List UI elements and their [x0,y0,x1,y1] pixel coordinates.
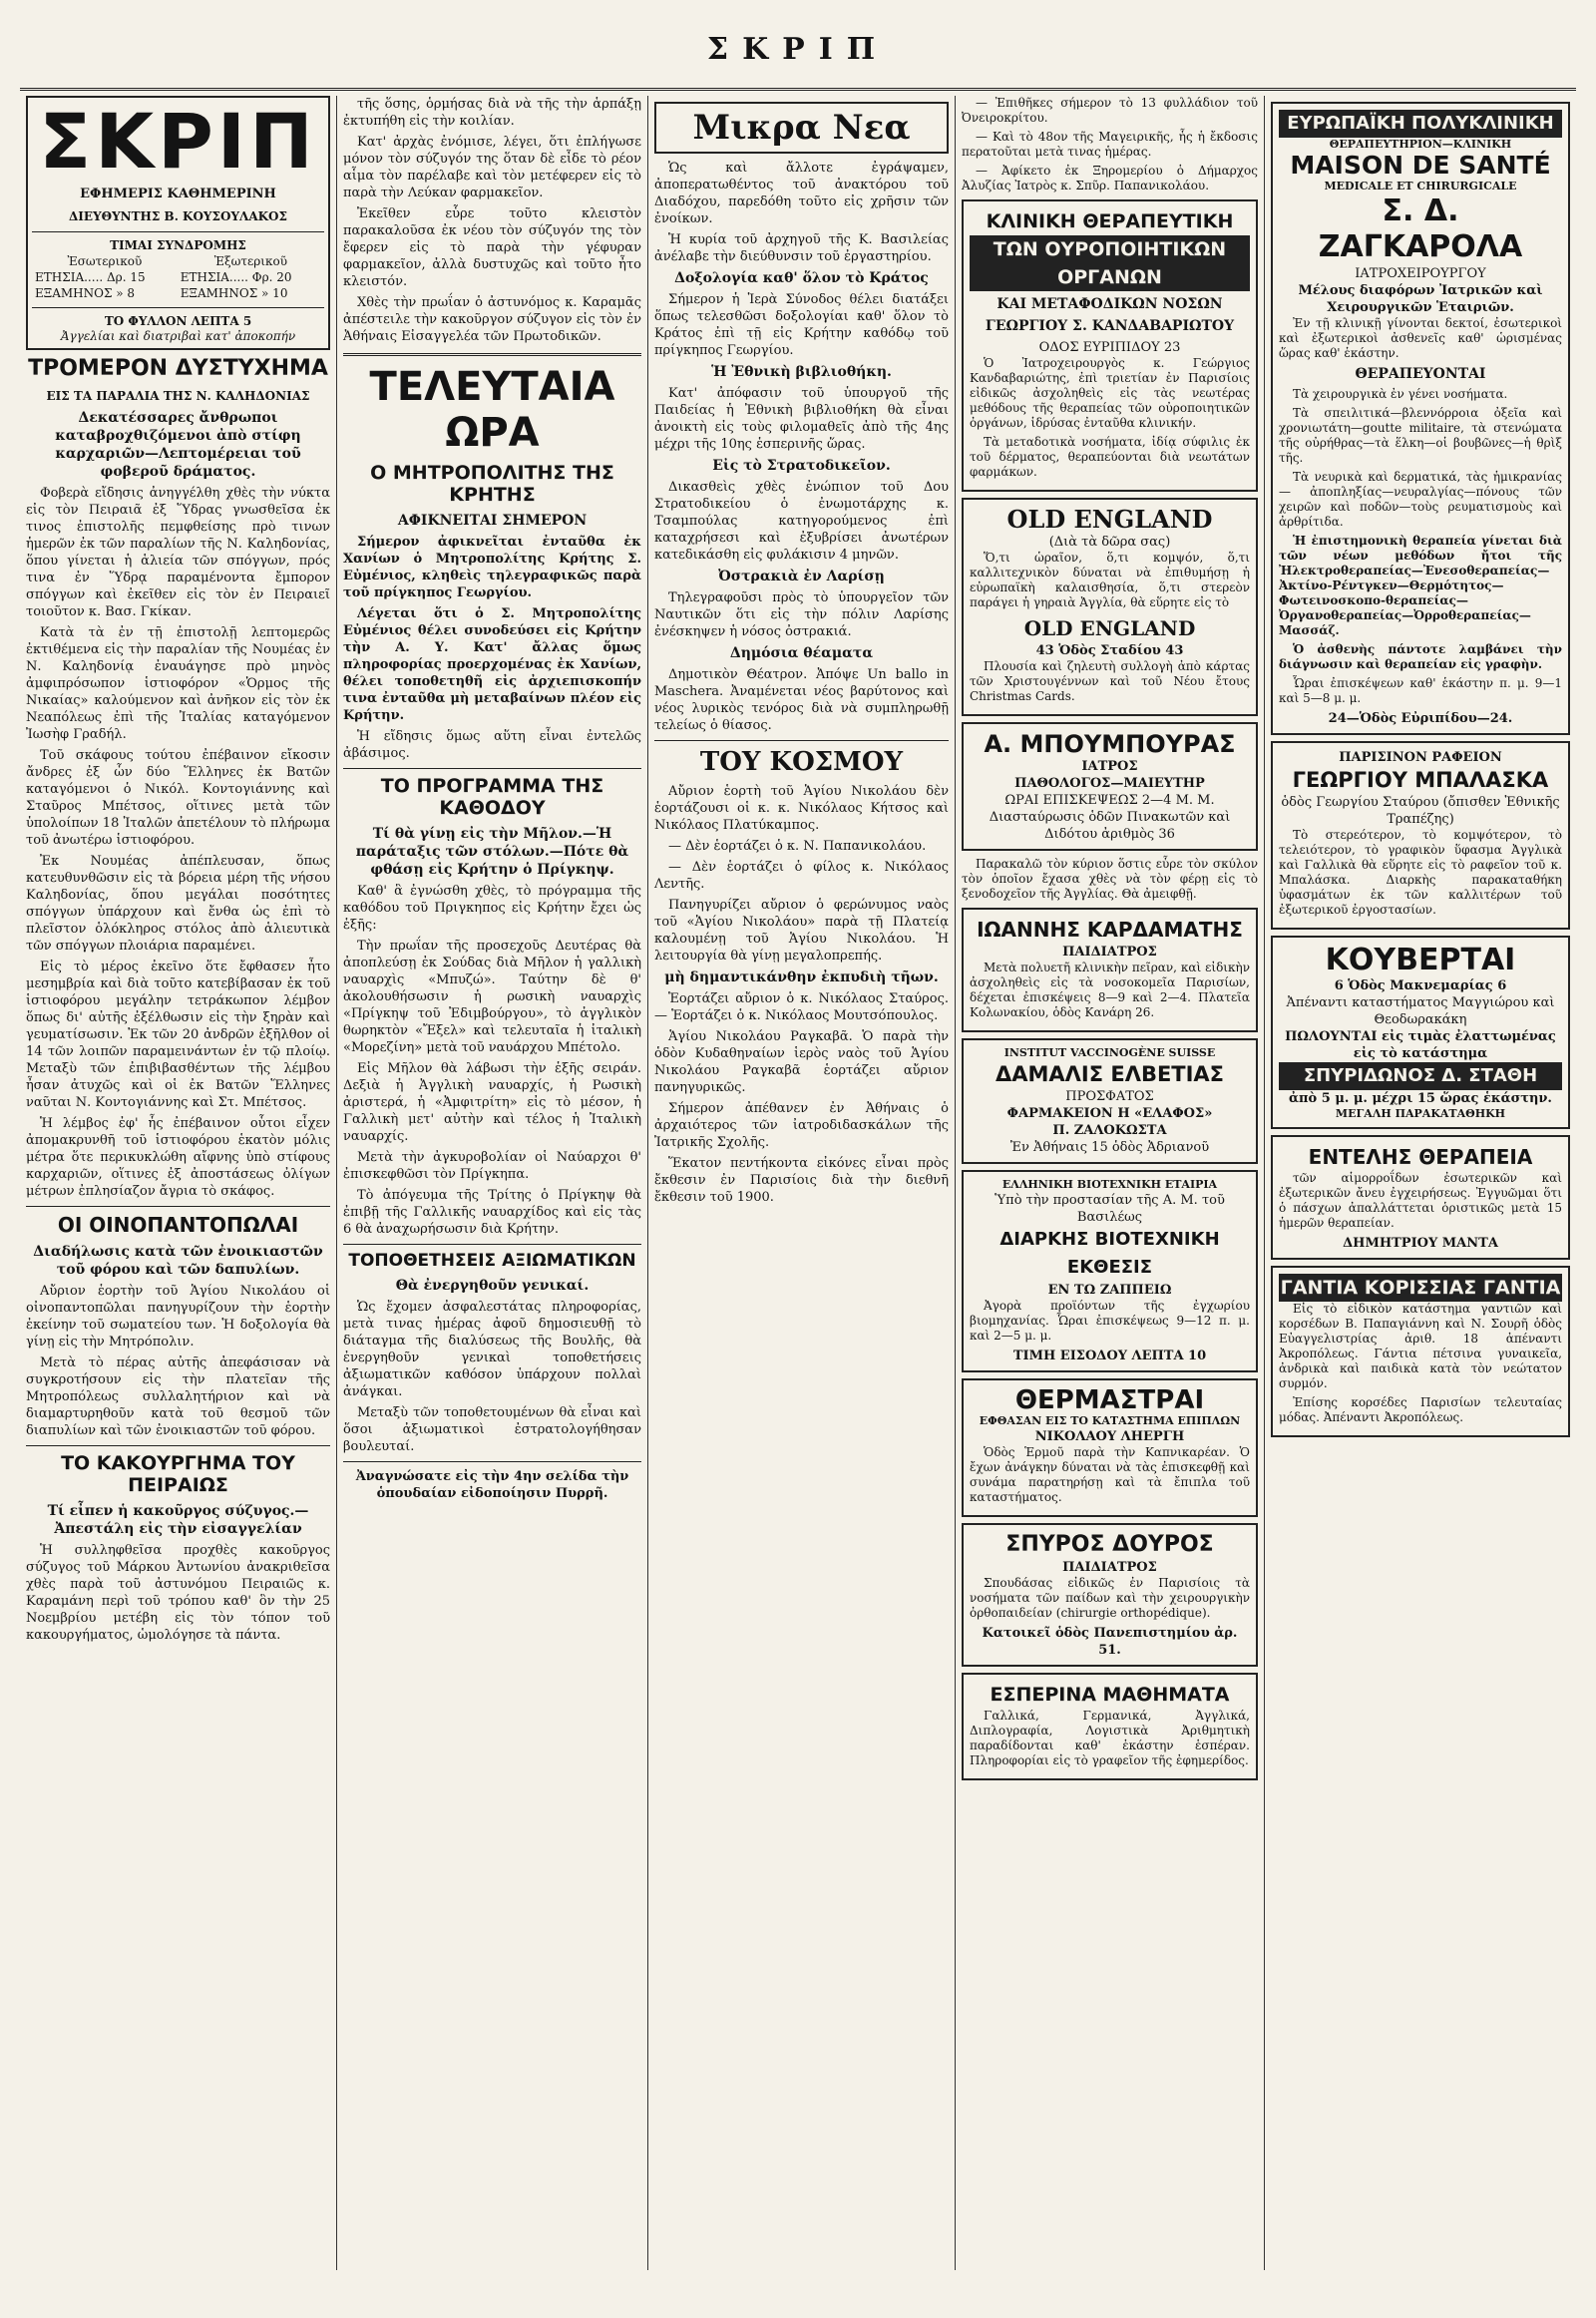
paragraph: — Καὶ τὸ 48ον τῆς Μαγειρικῆς, ἧς ἡ ἔκδοσις περατοῦται μετὰ τινας ἡμέρας. [962,130,1258,159]
ad-address: ΟΔΟΣ ΕΥΡΙΠΙΔΟΥ 23 [1038,340,1181,355]
paragraph: Ἡ συλληφθεῖσα προχθὲς κακοῦργος σύζυγος τοῦ Μάρκου Ἀντωνίου ἀνακριθεῖσα χθὲς παρὰ τοῦ ἀστυνόμου Πειραιῶς κ. Καραμάνη περὶ τοῦ τρόπου καθ' ὃν τὴν 25 Νοεμβρίου μετέβη εἰς τὸν τόπον τοῦ κακουργήματος, ὡμολόγησε τὰ πάντα. [26,1543,330,1643]
ad-name: ΕΣΠΕΡΙΝΑ ΜΑΘΗΜΑΤΑ [990,1684,1230,1706]
masthead-title: ΣΚΡΙΠ [39,97,317,186]
paragraph: Λέγεται ὅτι ὁ Σ. Μητροπολίτης Εὐμένιος θέλει συνοδεύσει εἰς Κρήτην τὴν Α. Υ. Κατ' ἄλλας ὅμως πληροφορίας προερχομένας ἐκ Χανίων, θέλει τοποθετηθῆ εἰς ἀρχιεπισκοπήν τινα ἐνταῦθα μὴ μεταβαίνων πλέον εἰς Κρήτην. [343,606,641,723]
ad-top: ΠΑΡΙΣΙΝΟΝ ΡΑΦΕΙΟΝ [1339,750,1502,765]
item-heading: Δοξολογία καθ' ὅλον τὸ Κράτος [674,270,929,286]
article-deck: ΑΦΙΚΝΕΙΤΑΙ ΣΗΜΕΡΟΝ [397,513,588,529]
ad-subtitle: ΜΕΓΑΛΗ ΠΑΡΑΚΑΤΑΘΗΚΗ [1335,1107,1506,1120]
paragraph: — Ἀφίκετο ἐκ Ξηρομερίου ὁ Δήμαρχος Ἀλυζίας Ἰατρὸς κ. Σπῦρ. Παπανικολάου. [962,164,1258,193]
paragraph: Πλουσία καὶ ζηλευτὴ συλλογὴ ἀπὸ κάρτας τῶν Χριστουγέννων καὶ τοῦ Νέου ἔτους Christmas Cards. [970,659,1250,703]
ad-title: OLD ENGLAND [1023,616,1196,640]
ad-pediatrician [962,908,1258,1032]
paragraph: Ἀγορὰ προϊόντων τῆς ἐγχωρίου βιομηχανίας. Ὧραι ἐπισκέψεως 9—12 π. μ. καὶ 2—5 μ. μ. [970,1299,1250,1343]
paragraph: — Ἐπιθῆκες σήμερον τὸ 13 φυλλάδιον τοῦ Ὀνειροκρίτου. [962,96,1258,125]
paragraph: Ἐκ Νουμέας ἀπέπλευσαν, ὅπως κατευθυνθῶσιν εἰς τὰ βόρεια μέρη τῆς νήσου Καληδονίας, ὅπου μεγάλαι ποσότητες σπόγγων ὑπάρχουν καὶ ἔνθα ὡς ἐπὶ τὸ πλεῖστον ὁλόκληρος στόλος ἀπὸ ἁλιευτικὰ τῶν σπόγγων πλοιάρια παραμένει. [26,854,330,954]
paragraph: Ὡς ἔχομεν ἀσφαλεστάτας πληροφορίας, μετὰ τινας ἡμέρας ἀφοῦ δημοσιευθῇ τὸ διάταγμα τῆς διαλύσεως τῆς Βουλῆς, θὰ ἐνεργηθοῦν γενικαὶ τοποθετήσεις ἀξιωματικῶν καθόσον ὑπάρχουν πολλαὶ ἀνάγκαι. [343,1300,641,1399]
ad-role: ΙΑΤΡΟΣ [1081,759,1138,774]
paragraph: Ἑορτάζει αὔριον ὁ κ. Νικόλαος Σταύρος. — Ἑορτάζει ὁ κ. Νικόλαος Μουτσόπουλος. [654,991,949,1023]
paragraph: Κατ' ἀπόφασιν τοῦ ὑπουργοῦ τῆς Παιδείας ἡ Ἐθνικὴ βιβλιοθήκη θὰ εἶναι ἀνοικτὴ εἰς τοὺς φιλομαθεῖς ἀπὸ τῆς 4ης μέχρι τῆς 10ης ἑσπερινῆς ὥρας. [654,386,949,452]
paragraph: Σπουδάσας εἰδικῶς ἐν Παρισίοις τὰ νοσήματα τῶν παίδων καὶ τὴν χειρουργικὴν ὀρθοπαιδείαν (chirurgie orthopédique). [970,1576,1250,1620]
paragraph: Τὰ σπειλιτικά—βλεννόρροια ὀξεῖα καὶ χρονιωτάτη—goutte militaire, τὰ στενώματα τῆς οὐρήθρας—τὰ ἕλκη—οἱ βουβῶνες—ἡ θρὶξ τῆς. [1279,406,1562,465]
article-headline: ΤΟ ΠΡΟΓΡΑΜΜΑ ΤΗΣ ΚΑΘΟΔΟΥ [380,775,604,819]
ad-title: ΕΥΡΩΠΑΪΚΗ ΠΟΛΥΚΛΙΝΙΚΗ [1279,110,1562,138]
ad-hours: ΩΡΑΙ ΕΠΙΣΚΕΨΕΩΣ 2—4 Μ. Μ. [1004,793,1215,808]
paragraph: Σήμερον ἀφικνεῖται ἐνταῦθα ἐκ Χανίων ὁ Μητροπολίτης Κρήτης Σ. Εὐμένιος, κληθεὶς τηλεγραφικῶς παρὰ τοῦ πρίγκηπος Γεωργίου. [343,535,641,600]
divider [343,768,641,769]
item-heading: Ἡ Ἐθνικὴ βιβλιοθήκη. [711,364,892,380]
paragraph: Εἰς τὸ μέρος ἐκεῖνο ὅτε ἔφθασεν ἦτο μεσημβρία καὶ διὰ τοῦτο κατεβίβασαν ἐκ τοῦ ἱστιοφόρου μεγάλην τετράκωπον λέμβον ὅπως δι' αὐτῆς ἐξέλθωσιν εἰς τὴν ξηρὰν καὶ γευματίσωσιν. Ἐκ τῶν 20 ἀνδρῶν ἐξῆλθον οἱ 14 τῶν λοιπῶν παραμεινάντων ἐν τῷ πλοίῳ. Μεταξὺ τῶν ἐπιβιβασθέντων τῆς λέμβου ἦσαν ἀτυχῶς καὶ οἱ ἐκ Βατῶν Ἕλληνες ναῦται Ν. Κοντογιάννης καὶ Στ. Μπέτσος. [26,960,330,1110]
ad-subtitle: MEDICALE ET CHIRURGICALE [1324,180,1517,193]
divider [654,740,949,741]
paragraph: Δικασθεὶς χθὲς ἐνώπιον τοῦ Δου Στρατοδικείου ὁ ἐνωμοτάρχης κ. Τσαμπούλας κατηγορούμενος ἐπὶ καταχρήσεσι καὶ ἐξυβρίσει ἀνωτέρων κατεδικάσθη εἰς φυλάκισιν 4 μηνῶν. [654,480,949,563]
ad-name: ΚΟΥΒΕΡΤΑΙ [1325,943,1516,977]
ad-subtitle: ΕΦΘΑΣΑΝ ΕΙΣ ΤΟ ΚΑΤΑΣΤΗΜΑ ΕΠΙΠΛΩΝ [979,1414,1241,1427]
ad-subtitle: ΠΩΛΟΥΝΤΑΙ εἰς τιμὰς ἐλαττωμένας εἰς τὸ κατάστημα [1285,1029,1556,1061]
ad-subtitle: Ὑπὸ τὴν προστασίαν τῆς Α. Μ. τοῦ Βασιλέως [995,1193,1225,1225]
price-row1-left: ΕΤΗΣΙΑ..... Δρ. 15 [35,270,146,284]
masthead [26,96,330,350]
masthead-divider-2 [32,307,324,308]
article-deck: Θὰ ἐνεργηθοῦν γενικαί. [395,1278,590,1294]
article-deck: Διαδήλωσις κατὰ τῶν ἐνοικιαστῶν τοῦ φόρου καὶ τῶν δαπυλίων. [33,1244,323,1278]
paragraph: Σήμερον ἀπέθανεν ἐν Ἀθήναις ὁ ἀρχαιότερος τῶν ἰατροδιδασκάλων τῆς Ἰατρικῆς Σχολῆς. [654,1101,949,1150]
ad-subtitle: ΘΕΡΑΠΕΥΤΗΡΙΟΝ—ΚΛΙΝΙΚΗ [1329,138,1512,151]
paragraph: τῶν αἱμορροΐδων ἐσωτερικῶν καὶ ἐξωτερικῶν ἄνευ ἐγχειρήσεως. Ἐγγυῶμαι ὅτι ὁ πάσχων ἀπαλλάττεται ὁριστικῶς μετὰ 15 ἡμερῶν θεραπείαν. [1279,1171,1562,1230]
ad-name: ΙΩΑΝΝΗΣ ΚΑΡΔΑΜΑΤΗΣ [977,918,1243,942]
paragraph: Τὰ νευρικὰ καὶ δερματικά, τὰς ἡμικρανίας — ἀποπληξίας—νευραλγίας—πόνους τῶν χειρῶν καὶ ποδῶν—τοὺς ρευματισμοὺς καὶ ἀρθρίτιδα. [1279,470,1562,529]
paragraph: Ὁδὸς Ἑρμοῦ παρὰ τὴν Καπνικαρέαν. Ὁ ἔχων ἀνάγκην δύναται νὰ τὰς ἐπισκεφθῇ καὶ συνάμα παρατηρήσῃ καὶ τὰ ἔπιπλα τοῦ καταστήματος. [970,1445,1250,1504]
ad-subtitle: ΝΙΚΟΛΑΟΥ ΛΗΕΡΓΗ [1034,1429,1185,1444]
divider [343,1461,641,1462]
interior-label: Ἐσωτερικοῦ [67,254,143,268]
paragraph: Ὁ ἀσθενὴς πάντοτε λαμβάνει τὴν διάγνωσιν καὶ θεραπείαν εἰς γραφὴν. [1279,642,1562,671]
paragraph: Μετὰ τὸ πέρας αὐτῆς ἀπεφάσισαν νὰ συγκροτήσουν εἰς τὴν πλατεῖαν τῆς Μητροπόλεως συλλαλητήριον καὶ νὰ διαμαρτυρηθοῦν κατὰ τοῦ θεσμοῦ τῶν διαπυλίων καὶ τῶν ἐνοικιαστῶν τοῦ φόρου. [26,1355,330,1438]
price-row2-left: ΕΞΑΜΗΝΟΣ » 8 [35,286,136,300]
paragraph: Ὧραι ἐπισκέψεων καθ' ἑκάστην π. μ. 9—1 καὶ 5—8 μ. μ. [1279,676,1562,705]
paragraph: Τὰ μεταδοτικὰ νοσήματα, ἰδίᾳ σύφιλις ἐκ τοῦ δέρματος, θεραπεύονται διὰ νεωτάτων φαρμάκων. [970,435,1250,479]
article-subhead: ΕΙΣ ΤΑ ΠΑΡΑΛΙΑ ΤΗΣ Ν. ΚΑΛΗΔΟΝΙΑΣ [46,389,310,403]
ad-exhibition [962,1170,1258,1372]
ad-address: 24—Ὁδὸς Εὐριπίδου—24. [1328,711,1513,726]
ad-name: ΓΕΩΡΓΙΟΥ Σ. ΚΑΝΔΑΒΑΡΙΩΤΟΥ [985,318,1235,334]
paragraph: Καθ' ἃ ἐγνώσθη χθὲς, τὸ πρόγραμμα τῆς καθόδου τοῦ Πριγκηπος εἰς Κρήτην ἔχει ὡς ἑξῆς: [343,884,641,933]
paragraph: Ὁ Ἰατροχειρουργὸς κ. Γεώργιος Κανδαβαριώτης, ἐπὶ τριετίαν ἐν Παρισίοις εἰδικῶς ἀσχοληθεὶς εἰς τὰς νεωτέρας μεθόδους τῆς θεραπείας τῶν οὐροποιητικῶν ὀργάνων, ἱδρύσας ἐνταῦθα κλινικήν. [970,356,1250,430]
article-headline: ΟΙ ΟΙΝΟΠΑΝΤΟΠΩΛΑΙ [57,1213,299,1237]
ad-subtitle: Ἀπέναντι καταστήματος Μαγγιώρου καὶ Θεοδωρακάκη [1286,995,1555,1027]
section-title: Μικρα Νεα [654,102,949,154]
paragraph: Εἰς Μῆλον θὰ λάβωσι τὴν ἑξῆς σειράν. Δεξιὰ ἡ Ἀγγλικὴ ναυαρχίς, ἡ Ρωσικὴ ἀριστερά, ἡ «Ἀμφιτρίτη» εἰς τὸ μέσον, ἡ Γαλλικὴ μετ' αὐτὴν καὶ τέλος ἡ Ἰταλικὴ ναυαρχίς. [343,1061,641,1144]
ad-tailor [1271,741,1570,930]
divider [26,1445,330,1446]
ad-name: ΓΑΝΤΙΑ ΚΟΡΙΣΣΙΑΣ ΓΑΝΤΙΑ [1279,1274,1562,1302]
ad-name: ΕΝΤΕΛΗΣ ΘΕΡΑΠΕΙΑ [1308,1145,1533,1169]
paragraph: Ὅ,τι ὡραῖον, ὅ,τι κομψόν, ὅ,τι καλλιτεχνικὸν δύναται νὰ ἐπιθυμήσῃ ἡ εὐρωπαϊκὴ καλαισθησία, ὅ,τι στερεὸν παράγει ἡ γηραιὰ Ἀγγλία, θὰ εὕρητε εἰς τὸ [970,551,1250,609]
paragraph: Σήμερον ἡ Ἱερὰ Σύνοδος θέλει διατάξει ὅπως τελεσθῶσι δοξολογίαι καθ' ὅλον τὸ Κράτος ἐπὶ τῇ εἰς Κρήτην καθόδῳ τοῦ πρίγκηπος Γεωργίου. [654,292,949,358]
paragraph: Κατ' ἀρχὰς ἐνόμισε, λέγει, ὅτι ἐπλήγωσε μόνον τὸν σύζυγόν της ὅταν δὲ εἶδε τὸ ρέον αἷμα τὸν παρέλαβε καὶ τὸν μετέφερεν εἰς τὸ παρὰ τὴν Λεύκαν φαρμακεῖον. [343,135,641,200]
paragraph: Τηλεγραφοῦσι πρὸς τὸ ὑπουργεῖον τῶν Ναυτικῶν ὅτι εἰς τὴν πόλιν Λαρίσης ἐνέσκηψεν ἡ νόσος ὀστρακιά. [654,590,949,639]
item-heading: Εἰς τὸ Στρατοδικεῖον. [712,458,891,474]
ad-gloves [1271,1266,1570,1437]
running-title: ΣΚΡΙΠ [706,32,890,67]
price-row1-right: ΕΤΗΣΙΑ..... Φρ. 20 [180,270,292,284]
paragraph: Αὔριον ἑορτὴ τοῦ Ἁγίου Νικολάου δὲν ἑορτάζουσι οἱ κ. κ. Νικόλαος Κήτσος καὶ Νικόλαος Πλατύκαμπος. [654,784,949,833]
divider [26,1206,330,1207]
ad-clinic [962,199,1258,492]
ad-lessons [962,1673,1258,1780]
paragraph: Τὴν πρωΐαν τῆς προσεχοῦς Δευτέρας θὰ ἀποπλεύσῃ ἐκ Σούδας διὰ Μῆλον ἡ γαλλικὴ ναυαρχὶς «Μπυζώ». Ταύτην δὲ θ' ἀκολουθήσωσιν ἡ ρωσικὴ ναυαρχὶς «Πρίγκηψ τοῦ Ἐδιμβούργου», τὸ ἀγγλικὸν θωρηκτὸν «Ἔξελ» καὶ τελευταῖα ἡ ἰταλικὴ «Μορεζίνη» μετὰ τοῦ ναυάρχου Μπέτολο. [343,939,641,1055]
column-4 [956,96,1265,2270]
ad-subtitle: Π. ΖΑΛΟΚΩΣΤΑ [1052,1123,1167,1138]
ad-old-england [962,498,1258,716]
ad-role: ΙΑΤΡΟΧΕΙΡΟΥΡΓΟΥ [1355,266,1486,281]
paragraph: Ἡ κυρία τοῦ ἀρχηγοῦ τῆς Κ. Βασιλείας ἀνέλαβε τὴν διεύθυνσιν τοῦ ἐργαστηρίου. [654,232,949,264]
ad-top: INSTITUT VACCINOGÈNE SUISSE [1003,1046,1216,1059]
ad-price: ΤΙΜΗ ΕΙΣΟΔΟΥ ΛΕΠΤΑ 10 [1012,1349,1207,1363]
ad-name: ΘΕΡΜΑΣΤΡΑΙ [1014,1385,1205,1415]
ad-name: ΓΕΩΡΓΙΟΥ ΜΠΑΛΑΣΚΑ [1292,768,1549,792]
paragraph: Πανηγυρίζει αὔριον ὁ φερώνυμος ναὸς τοῦ «Ἁγίου Νικολάου» παρὰ τῇ Πλατείᾳ καλουμένῃ τοῦ Ἁγίου Νικολάου. Ἡ λειτουργία θὰ γίνῃ μεγαλοπρεπής. [654,898,949,964]
paragraph: Ἐπίσης κορσέδες Παρισίων τελευταίας μόδας. Ἀπέναντι Ἀκροπόλεως. [1279,1395,1562,1424]
ad-role: ΠΑΘΟΛΟΓΟΣ—ΜΑΙΕΥΤΗΡ [1014,776,1205,791]
ad-address: Διασταύρωσις ὁδῶν Πινακωτῶν καὶ Διδότου ἀριθμὸς 36 [989,810,1231,842]
paragraph: Ὡς καὶ ἄλλοτε ἐγράψαμεν, ἀποπερατωθέντος τοῦ ἀνακτόρου τοῦ Διαδόχου, παρεδόθη τοῦτο εἰς χρῆσιν τῶν ἐνοίκων. [654,161,949,226]
ad-role: ΠΑΙΔΙΑΤΡΟΣ [1062,945,1157,960]
masthead-divider [32,231,324,232]
ad-address: 6 Ὁδὸς Μακνεμαρίας 6 [1334,978,1507,993]
article-subhead: Ο ΜΗΤΡΟΠΟΛΙΤΗΣ ΤΗΣ ΚΡΗΤΗΣ [370,462,614,506]
masthead-subtitle: ΕΦΗΜΕΡΙΣ ΚΑΘΗΜΕΡΙΝΗ [80,187,276,201]
paragraph: Μετὰ τὴν ἀγκυροβολίαν οἱ Ναύαρχοι θ' ἐπισκεφθῶσι τὸν Πρίγκηπα. [343,1150,641,1182]
paragraph: Δημοτικὸν Θέατρον. Ἀπόψε Un ballo in Maschera. Ἀναμένεται νέος βαρύτονος καὶ νέος λυρικὸς τενόρος διὰ νὰ συμπληρωθῇ τελείως ὁ θίασος. [654,667,949,733]
masthead-director: ΔΙΕΥΘΥΝΤΗΣ Β. ΚΟΥΣΟΥΛΑΚΟΣ [69,209,287,223]
ad-name: ΔΑΜΑΛΙΣ ΕΛΒΕΤΙΑΣ [995,1062,1225,1086]
paragraph: Χθὲς τὴν πρωΐαν ὁ ἀστυνόμος κ. Καραμᾶς ἀπέστειλε τὴν κακοῦργον σύζυγον εἰς τὸν ἐν Ἀθήναις Εἰσαγγελέα τῶν Πρωτοδικῶν. [343,295,641,344]
ad-stoves [962,1378,1258,1517]
ad-doctor [962,722,1258,851]
item-heading: Δημόσια θέαματα [729,645,874,661]
ad-name: ΔΙΑΡΚΗΣ ΒΙΟΤΕΧΝΙΚΗ ΕΚΘΕΣΙΣ [999,1229,1220,1278]
paragraph: Ἐκεῖθεν εὗρε τοῦτο κλειστὸν παρακαλοῦσα ἐκ νέου τὸν σύζυγόν της τὸν ἔφερεν εἰς τὸ παρὰ τὴν γέφυραν φαρμακεῖον, ἀλλὰ δυστυχῶς καὶ τοῦτο ἦτο κλειστόν. [343,206,641,289]
ad-subtitle: ΦΑΡΜΑΚΕΙΟΝ Η «ΕΛΑΦΟΣ» [1006,1106,1213,1121]
ad-subtitle: ΕΝ ΤΩ ΖΑΠΠΕΙΩ [1047,1283,1172,1298]
article-headline: ΤΟ ΚΑΚΟΥΡΓΗΜΑ ΤΟΥ ΠΕΙΡΑΙΩΣ [61,1452,295,1496]
paragraph: Τὸ ἀπόγευμα τῆς Τρίτης ὁ Πρίγκηψ θὰ ἐπιβῇ τῆς Γαλλικῆς ναυαρχίδος καὶ εἰς τὰς 6 θὰ ἀναχωρήσωσιν διὰ Κρήτην. [343,1188,641,1237]
running-head [20,18,1576,91]
paragraph: Ἡ εἴδησις ὅμως αὕτη εἶναι ἐντελῶς ἀβάσιμος. [343,729,641,761]
ad-name: ΣΠΥΡΙΔΩΝΟΣ Δ. ΣΤΑΘΗ [1279,1062,1562,1090]
column-5 [1265,96,1576,2270]
paragraph: Τοῦ σκάφους τούτου ἐπέβαινον εἴκοσιν ἄνδρες ἐξ ὧν δύο Ἕλληνες ἐκ Βατῶν καταγόμενοι ὁ Νικόλ. Κοντογιάννης καὶ Σταῦρος Μπέτσος, οἵτινες μετὰ τῶν ὑπολοίπων 18 Ἰταλῶν ἀπετέλουν τὸ πλήρωμα τοῦ ἀνωτέρω ἱστιοφόρου. [26,748,330,848]
exterior-label: Ἐξωτερικοῦ [213,254,288,268]
ad-hours: ἀπὸ 5 μ. μ. μέχρι 15 ὥρας ἑκάστην. [1289,1091,1552,1106]
divider [343,353,641,356]
paragraph: — Δὲν ἑορτάζει ὁ κ. Ν. Παπανικολάου. [668,839,927,854]
item-heading: μὴ δημαντικάνθην ἐκπυδιὴ τῆων. [664,969,939,985]
article-deck: Τί θὰ γίνῃ εἰς τὴν Μῆλον.—Ἡ παράταξις τῶν στόλων.—Πότε θὰ φθάσῃ εἰς Κρήτην ὁ Πρίγκηψ. [355,826,629,878]
ad-therapy [1271,1135,1570,1260]
ad-title: ΤΩΝ ΟΥΡΟΠΟΙΗΤΙΚΩΝ ΟΡΓΑΝΩΝ [970,235,1250,291]
paragraph: Γαλλικά, Γερμανικά, Ἀγγλικά, Διπλογραφία, Λογιστικὰ Ἀριθμητικὴ παραδίδονται καθ' ἑκάστην ἑσπέραν. Πληροφορίαι εἰς τὸ γραφεῖον τῆς ἐφημερίδος. [970,1709,1250,1767]
ad-address: Κατοικεῖ ὁδὸς Πανεπιστημίου ἀρ. 51. [982,1626,1238,1658]
paragraph: Τὰ χειρουργικὰ ἐν γένει νοσήματα. [1293,387,1508,401]
ad-name: MAISON DE SANTÉ [1290,151,1551,180]
ad-vaccine [962,1038,1258,1164]
article-deck: Τί εἶπεν ἡ κακοῦργος σύζυγος.—Ἀπεστάλη εἰς τὴν εἰσαγγελίαν [47,1503,309,1537]
ad-name: ΣΠΥΡΟΣ ΔΟΥΡΟΣ [1005,1532,1214,1557]
paragraph: Φοβερὰ εἴδησις ἀνηγγέλθη χθὲς τὴν νύκτα εἰς τὸν Πειραιᾶ ἐξ Ὕδρας γνωσθεῖσα ἐκ τινος ἐπιστολῆς πεμφθείσης πρὸ τινων ἡμερῶν ἐκ τῶν παραλίων τῆς Ν. Καληδονίας, ὅπου γίνεται ἡ ἁλιεία τῶν σπόγγων, πρός τινα ἐν Ὕδρᾳ παραμένοντα ἔμπορον σπόγγων καὶ ἐκεῖθεν εἰς τὸν ἐν Πειραιεῖ τοιοῦτον κ. Βασ. Γκίκαν. [26,486,330,619]
price-row2-right: ΕΞΑΜΗΝΟΣ » 10 [180,286,288,300]
paragraph: Ἁγίου Νικολάου Ραγκαβᾶ. Ὁ παρὰ τὴν ὁδὸν Κυδαθηναίων ἱερὸς ναὸς τοῦ Ἁγίου Νικολάου Ραγκαβᾶ ἑορτάζει αὔριον πανηγυρικῶς. [654,1029,949,1095]
prices-heading: ΤΙΜΑΙ ΣΥΝΔΡΟΜΗΣ [110,238,246,252]
ads-note: Ἀγγελίαι καὶ διατριβαὶ κατ' ἀποκοπήν [60,329,296,343]
column-3 [648,96,956,2270]
paragraph: Εἰς τὸ εἰδικὸν κατάστημα γαντιῶν καὶ κορσέδων Β. Παπαγιάννη καὶ Ν. Σουρῆ ὁδὸς Εὐαγγελιστρίας ἀριθ. 18 ἀπέναντι Ἀκροπόλεως. Γάντια πέτσινα γυναικεῖα, ἀνδρικὰ καὶ παιδικὰ κατὰ τὸν νεώτατον συρμόν. [1279,1302,1562,1390]
ad-blankets [1271,936,1570,1129]
ad-heading: ΘΕΡΑΠΕΥΟΝΤΑΙ [1355,366,1486,382]
divider [343,1244,641,1245]
prices-table [32,253,324,301]
column-1 [20,96,337,2270]
ad-doctor-2 [962,1523,1258,1667]
footer-note: Ἀναγνώσατε εἰς τὴν 4ην σελίδα τὴν ὁπουδαίαν εἰδοποίησιν Πυρρῆ. [355,1469,629,1501]
item-heading: Ὀστρακιὰ ἐν Λαρίσῃ [718,569,885,584]
article-headline: ΤΕΛΕΥΤΑΙΑ ΩΡΑ [369,364,615,456]
ad-role: ΠΑΙΔΙΑΤΡΟΣ [1062,1560,1157,1575]
article-headline: ΤΟΠΟΘΕΤΗΣΕΙΣ ΑΞΙΩΜΑΤΙΚΩΝ [348,1251,636,1271]
paragraph: Μεταξὺ τῶν τοποθετουμένων θὰ εἶναι καὶ ὅσοι ἀξιωματικοὶ ἐστρατολογήθησαν βουλευταί. [343,1405,641,1454]
ad-title: OLD ENGLAND [1006,505,1213,534]
paragraph: Μετὰ πολυετῆ κλινικὴν πεῖραν, καὶ εἰδικὴν ἀσχοληθεὶς εἰς τὰ νοσοκομεῖα Παρισίων, δέχεται ἐπισκέψεις 8—9 καὶ 2—4. Πλατεῖα Κολωνακίου, ὁδὸς Κανάρη 26. [970,961,1250,1019]
paragraph: Ἐν τῇ κλινικῇ γίνονται δεκτοί, ἐσωτερικοὶ καὶ ἐξωτερικοὶ ἀσθενεῖς καθ' ὡρισμένας ὥρας καθ' ἑκάστην. [1279,316,1562,360]
paragraph: Ἕκατον πεντήκοντα εἰκόνες εἶναι πρὸς ἔκθεσιν ἐν Παρισίοις διὰ τὴν διεθνῆ ἔκθεσιν τοῦ 1900. [654,1156,949,1205]
column-2 [337,96,648,2270]
ad-polyclinic [1271,102,1570,735]
ad-name: Α. ΜΠΟΥΜΠΟΥΡΑΣ [984,730,1236,758]
ad-top: ΕΛΛΗΝΙΚΗ ΒΙΟΤΕΧΝΙΚΗ ΕΤΑΙΡΙΑ [1001,1178,1218,1191]
paragraph: Ἡ ἐπιστημονικὴ θεραπεία γίνεται διὰ τῶν νέων μεθόδων ἤτοι τῆς Ἠλεκτροθεραπείας—Ἐνεσοθεραπείας—Ἀκτίνο-Ρέντγκεν—Θερμότητος—Φωτεινοσκοπο-θεραπείας—Ὀργανοθεραπείας—Ὀρροθεραπείας—Μασσάζ. [1279,534,1562,637]
ad-subtitle: ΠΡΟΣΦΑΤΟΣ [1065,1089,1154,1104]
ad-address: ὁδὸς Γεωργίου Σταύρου (ὄπισθεν Ἐθνικῆς Τραπέζης) [1281,795,1560,827]
ad-role: Μέλους διαφόρων Ἰατρικῶν καὶ Χειρουργικῶν Ἑταιριῶν. [1298,283,1543,315]
paragraph: Τὸ στερεότερον, τὸ κομψότερον, τὸ τελειότερον, τὸ γραφικὸν ὕφασμα Ἀγγλικὰ καὶ Γαλλικὰ θὰ εὕρητε εἰς τὸ ραφεῖον τοῦ κ. Μπαλάσκα. Διαρκὴς παρακαταθήκη ὑφασμάτων ἐκ τῶν καλλιτέρων τοῦ ἐξωτερικοῦ ἐργοστασίων. [1279,828,1562,917]
article-headline: ΤΡΟΜΕΡΟΝ ΔΥΣΤΥΧΗΜΑ [28,356,328,381]
paragraph: — Δὲν ἑορτάζει ὁ φίλος κ. Νικόλαος Λεντῆς. [654,860,949,892]
paragraph: Ἡ λέμβος ἐφ' ἧς ἐπέβαινον οὗτοι εἶχεν ἀπομακρυνθῆ τοῦ ἱστιοφόρου ἑκατὸν μόλις μέτρα ὅτε περικυκλώθη αἴφνης ὑπὸ στίφους καρχαριῶν, οἵτινες ἐξ ἀποστάσεως ὀλίγων μέτρων ἐπλησίαζον ἄγρια τὸ σκάφος. [26,1116,330,1199]
ad-doctor-name: Σ. Δ. ΖΑΓΚΑΡΟΛΑ [1318,193,1523,264]
paragraph: τῆς ὅσης, ὁρμήσας διὰ νὰ τῆς τὴν ἁρπάξῃ ἐκτυπήθη εἰς τὴν κοιλίαν. [343,97,641,129]
ad-subtitle: (Διὰ τὰ δῶρα σας) [1048,535,1171,550]
ad-doctor-name: ΔΗΜΗΤΡΙΟΥ ΜΑΝΤΑ [1343,1236,1498,1251]
newspaper-page [20,18,1576,2282]
ad-address: 43 Ὁδὸς Σταδίου 43 [1035,643,1184,658]
ad-title: ΚΛΙΝΙΚΗ ΘΕΡΑΠΕΥΤΙΚΗ [986,210,1234,232]
article-deck: Δεκατέσσαρες ἄνθρωποι καταβροχθιζόμενοι ἀπὸ στίφη καρχαριῶν—Λεπτομέρειαι τοῦ φοβεροῦ δράματος. [55,410,301,480]
issue-price: ΤΟ ΦΥΛΛΟΝ ΛΕΠΤΑ 5 [104,314,252,328]
paragraph: Κατὰ τὰ ἐν τῇ ἐπιστολῇ λεπτομερῶς ἐκτιθέμενα εἰς τὴν παραλίαν τῆς Νουμέας ἐν Ν. Καληδονίᾳ ἐναυάγησε πρὸ μηνὸς ἀμφιπρόσωπον ἱστιοφόρον «Ὁρμος τῆς Νικαίας» καλούμενον καὶ ἀνῆκον εἰς τὸν ἐκ Νεαπόλεως ἐπὶ τῆς Ἰταλίας καταγόμενον Ἰωσὴφ Γραδήλ. [26,625,330,742]
section-title: ΤΟΥ ΚΟΣΜΟΥ [699,747,904,777]
columns [20,96,1576,2270]
ad-subtitle: ΚΑΙ ΜΕΤΑΦΟΔΙΚΩΝ ΝΟΣΩΝ [997,296,1223,312]
ad-address: Ἐν Ἀθήναις 15 ὁδὸς Ἀδριανοῦ [1009,1140,1210,1155]
paragraph: Παρακαλῶ τὸν κύριον ὅστις εὗρε τὸν σκύλον τὸν ὁποῖον ἔχασα χθὲς νὰ τὸν φέρῃ εἰς τὸ ξενοδοχεῖον τῆς Ἀγγλίας. Θὰ ἀμειφθῇ. [962,857,1258,901]
paragraph: Αὔριον ἑορτὴν τοῦ Ἁγίου Νικολάου οἱ οἰνοπαντοπῶλαι πανηγυρίζουν τὴν ἑορτὴν ἐκείνην τοῦ σωματείου των. Ἡ δοξολογία θὰ γίνῃ εἰς τὴν Μητρόπολιν. [26,1284,330,1350]
